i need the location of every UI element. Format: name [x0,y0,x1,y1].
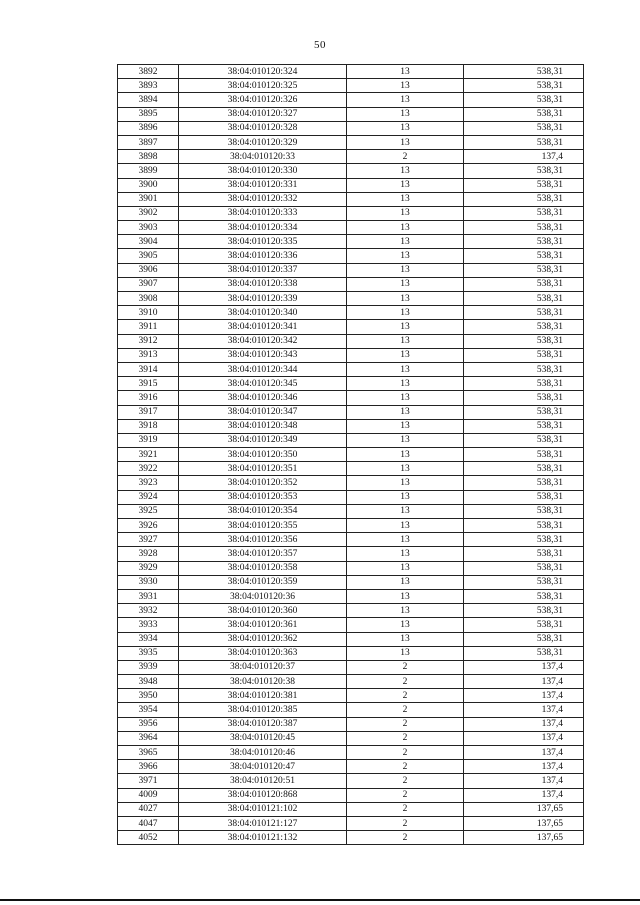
value-cell: 538,31 [464,589,584,603]
value-cell: 538,31 [464,135,584,149]
row-number-cell: 3906 [118,263,179,277]
cadastral-number-cell: 38:04:010120:328 [179,121,347,135]
quantity-cell: 2 [347,660,464,674]
cadastral-number-cell: 38:04:010120:355 [179,519,347,533]
table-row [118,178,584,192]
cadastral-number-cell: 38:04:010120:332 [179,192,347,206]
table-row [118,135,584,149]
row-number-cell: 3911 [118,320,179,334]
table-row [118,816,584,830]
quantity-cell: 13 [347,632,464,646]
value-cell: 538,31 [464,405,584,419]
quantity-cell: 13 [347,306,464,320]
quantity-cell: 13 [347,65,464,79]
table-row [118,164,584,178]
row-number-cell: 3922 [118,462,179,476]
cadastral-number-cell: 38:04:010120:361 [179,618,347,632]
row-number-cell: 3929 [118,561,179,575]
row-number-cell: 3895 [118,107,179,121]
value-cell: 538,31 [464,249,584,263]
cadastral-number-cell: 38:04:010121:132 [179,831,347,845]
value-cell: 137,4 [464,660,584,674]
row-number-cell: 4009 [118,788,179,802]
cadastral-number-cell: 38:04:010120:342 [179,334,347,348]
cadastral-number-cell: 38:04:010120:336 [179,249,347,263]
quantity-cell: 13 [347,292,464,306]
cadastral-number-cell: 38:04:010120:38 [179,675,347,689]
quantity-cell: 13 [347,476,464,490]
value-cell: 137,4 [464,675,584,689]
row-number-cell: 3924 [118,490,179,504]
value-cell: 538,31 [464,462,584,476]
cadastral-number-cell: 38:04:010120:387 [179,717,347,731]
value-cell: 137,4 [464,689,584,703]
quantity-cell: 13 [347,362,464,376]
row-number-cell: 3925 [118,504,179,518]
row-number-cell: 3912 [118,334,179,348]
quantity-cell: 2 [347,150,464,164]
table-row [118,292,584,306]
table-row [118,150,584,164]
row-number-cell: 3907 [118,277,179,291]
table-row [118,519,584,533]
row-number-cell: 3913 [118,348,179,362]
value-cell: 538,31 [464,448,584,462]
table-row [118,675,584,689]
row-number-cell: 3915 [118,377,179,391]
table-row [118,504,584,518]
value-cell: 538,31 [464,632,584,646]
value-cell: 538,31 [464,348,584,362]
table-row [118,235,584,249]
row-number-cell: 3950 [118,689,179,703]
value-cell: 538,31 [464,490,584,504]
cadastral-number-cell: 38:04:010120:351 [179,462,347,476]
row-number-cell: 3948 [118,675,179,689]
table-row [118,703,584,717]
row-number-cell: 3965 [118,746,179,760]
value-cell: 538,31 [464,533,584,547]
cadastral-number-cell: 38:04:010120:385 [179,703,347,717]
value-cell: 137,4 [464,760,584,774]
quantity-cell: 2 [347,689,464,703]
table-row [118,377,584,391]
value-cell: 538,31 [464,221,584,235]
value-cell: 137,4 [464,717,584,731]
page-number: 50 [314,39,326,51]
row-number-cell: 3902 [118,206,179,220]
cadastral-number-cell: 38:04:010120:51 [179,774,347,788]
row-number-cell: 3932 [118,604,179,618]
value-cell: 538,31 [464,377,584,391]
value-cell: 538,31 [464,320,584,334]
quantity-cell: 2 [347,760,464,774]
cadastral-number-cell: 38:04:010120:343 [179,348,347,362]
cadastral-number-cell: 38:04:010120:354 [179,504,347,518]
table-body [118,65,584,845]
quantity-cell: 13 [347,121,464,135]
row-number-cell: 3921 [118,448,179,462]
table-row [118,490,584,504]
quantity-cell: 13 [347,490,464,504]
value-cell: 538,31 [464,178,584,192]
row-number-cell: 3893 [118,79,179,93]
quantity-cell: 13 [347,221,464,235]
row-number-cell: 3896 [118,121,179,135]
value-cell: 538,31 [464,419,584,433]
value-cell: 137,4 [464,731,584,745]
quantity-cell: 13 [347,575,464,589]
table-row [118,746,584,760]
row-number-cell: 3954 [118,703,179,717]
quantity-cell: 13 [347,561,464,575]
cadastral-number-cell: 38:04:010120:360 [179,604,347,618]
value-cell: 538,31 [464,121,584,135]
value-cell: 538,31 [464,618,584,632]
quantity-cell: 2 [347,746,464,760]
value-cell: 538,31 [464,277,584,291]
quantity-cell: 13 [347,164,464,178]
quantity-cell: 2 [347,774,464,788]
row-number-cell: 3939 [118,660,179,674]
cadastral-number-cell: 38:04:010120:359 [179,575,347,589]
table-row [118,689,584,703]
quantity-cell: 13 [347,419,464,433]
row-number-cell: 3966 [118,760,179,774]
table-row [118,334,584,348]
row-number-cell: 3935 [118,646,179,660]
cadastral-number-cell: 38:04:010120:45 [179,731,347,745]
quantity-cell: 13 [347,604,464,618]
cadastral-number-cell: 38:04:010120:356 [179,533,347,547]
quantity-cell: 13 [347,405,464,419]
row-number-cell: 3916 [118,391,179,405]
cadastral-number-cell: 38:04:010120:357 [179,547,347,561]
table-row [118,249,584,263]
row-number-cell: 3914 [118,362,179,376]
value-cell: 538,31 [464,263,584,277]
cadastral-number-cell: 38:04:010120:325 [179,79,347,93]
quantity-cell: 13 [347,504,464,518]
quantity-cell: 13 [347,547,464,561]
cadastral-number-cell: 38:04:010120:352 [179,476,347,490]
cadastral-number-cell: 38:04:010120:349 [179,433,347,447]
row-number-cell: 3917 [118,405,179,419]
value-cell: 538,31 [464,192,584,206]
table-row [118,362,584,376]
table-row [118,575,584,589]
table-row [118,221,584,235]
table-row [118,618,584,632]
value-cell: 538,31 [464,604,584,618]
table-row [118,405,584,419]
quantity-cell: 13 [347,107,464,121]
cadastral-number-cell: 38:04:010120:347 [179,405,347,419]
row-number-cell: 3923 [118,476,179,490]
cadastral-number-cell: 38:04:010120:345 [179,377,347,391]
row-number-cell: 3933 [118,618,179,632]
row-number-cell: 3964 [118,731,179,745]
table-row [118,306,584,320]
table-row [118,206,584,220]
register-table [117,64,584,845]
table-row [118,79,584,93]
cadastral-number-cell: 38:04:010120:340 [179,306,347,320]
row-number-cell: 3908 [118,292,179,306]
table-row [118,604,584,618]
table-row [118,121,584,135]
row-number-cell: 3901 [118,192,179,206]
cadastral-number-cell: 38:04:010120:346 [179,391,347,405]
value-cell: 538,31 [464,561,584,575]
row-number-cell: 3919 [118,433,179,447]
value-cell: 137,4 [464,150,584,164]
cadastral-number-cell: 38:04:010120:381 [179,689,347,703]
cadastral-number-cell: 38:04:010120:47 [179,760,347,774]
table-row [118,277,584,291]
table-row [118,65,584,79]
cadastral-number-cell: 38:04:010120:363 [179,646,347,660]
value-cell: 137,65 [464,831,584,845]
quantity-cell: 13 [347,320,464,334]
quantity-cell: 2 [347,717,464,731]
row-number-cell: 3931 [118,589,179,603]
table-row [118,547,584,561]
cadastral-number-cell: 38:04:010120:341 [179,320,347,334]
row-number-cell: 3899 [118,164,179,178]
cadastral-number-cell: 38:04:010120:335 [179,235,347,249]
quantity-cell: 2 [347,831,464,845]
cadastral-number-cell: 38:04:010120:333 [179,206,347,220]
row-number-cell: 3926 [118,519,179,533]
cadastral-number-cell: 38:04:010120:33 [179,150,347,164]
row-number-cell: 3905 [118,249,179,263]
value-cell: 137,65 [464,816,584,830]
row-number-cell: 3934 [118,632,179,646]
quantity-cell: 13 [347,462,464,476]
row-number-cell: 4047 [118,816,179,830]
cadastral-number-cell: 38:04:010120:331 [179,178,347,192]
quantity-cell: 13 [347,263,464,277]
value-cell: 538,31 [464,306,584,320]
cadastral-number-cell: 38:04:010120:326 [179,93,347,107]
quantity-cell: 13 [347,79,464,93]
row-number-cell: 3900 [118,178,179,192]
cadastral-number-cell: 38:04:010120:327 [179,107,347,121]
table-row [118,774,584,788]
row-number-cell: 3904 [118,235,179,249]
table-row [118,433,584,447]
table-row [118,632,584,646]
row-number-cell: 3897 [118,135,179,149]
quantity-cell: 13 [347,377,464,391]
row-number-cell: 3927 [118,533,179,547]
row-number-cell: 4052 [118,831,179,845]
table-row [118,348,584,362]
value-cell: 538,31 [464,164,584,178]
value-cell: 538,31 [464,107,584,121]
cadastral-number-cell: 38:04:010120:36 [179,589,347,603]
table-row [118,660,584,674]
quantity-cell: 2 [347,802,464,816]
cadastral-number-cell: 38:04:010120:868 [179,788,347,802]
table-row [118,462,584,476]
table-row [118,263,584,277]
row-number-cell: 3928 [118,547,179,561]
table-row [118,533,584,547]
cadastral-number-cell: 38:04:010120:339 [179,292,347,306]
cadastral-number-cell: 38:04:010121:127 [179,816,347,830]
cadastral-number-cell: 38:04:010120:330 [179,164,347,178]
value-cell: 538,31 [464,575,584,589]
table-row [118,646,584,660]
quantity-cell: 13 [347,277,464,291]
quantity-cell: 2 [347,731,464,745]
cadastral-number-cell: 38:04:010121:102 [179,802,347,816]
quantity-cell: 13 [347,334,464,348]
cadastral-number-cell: 38:04:010120:350 [179,448,347,462]
quantity-cell: 13 [347,646,464,660]
quantity-cell: 13 [347,192,464,206]
value-cell: 538,31 [464,235,584,249]
value-cell: 137,65 [464,802,584,816]
cadastral-number-cell: 38:04:010120:46 [179,746,347,760]
cadastral-number-cell: 38:04:010120:334 [179,221,347,235]
value-cell: 538,31 [464,79,584,93]
row-number-cell: 4027 [118,802,179,816]
table-row [118,192,584,206]
quantity-cell: 13 [347,135,464,149]
bottom-rule [0,899,640,901]
cadastral-number-cell: 38:04:010120:337 [179,263,347,277]
cadastral-number-cell: 38:04:010120:358 [179,561,347,575]
value-cell: 538,31 [464,362,584,376]
quantity-cell: 2 [347,788,464,802]
table-row [118,589,584,603]
value-cell: 538,31 [464,391,584,405]
table-row [118,561,584,575]
cadastral-number-cell: 38:04:010120:344 [179,362,347,376]
table-row [118,760,584,774]
cadastral-number-cell: 38:04:010120:353 [179,490,347,504]
quantity-cell: 13 [347,618,464,632]
quantity-cell: 13 [347,206,464,220]
table-row [118,107,584,121]
table-row [118,448,584,462]
cadastral-number-cell: 38:04:010120:348 [179,419,347,433]
value-cell: 538,31 [464,65,584,79]
value-cell: 538,31 [464,476,584,490]
table-row [118,788,584,802]
quantity-cell: 2 [347,816,464,830]
quantity-cell: 13 [347,433,464,447]
table-row [118,93,584,107]
quantity-cell: 13 [347,93,464,107]
quantity-cell: 2 [347,675,464,689]
table-row [118,391,584,405]
value-cell: 137,4 [464,703,584,717]
table-row [118,831,584,845]
cadastral-number-cell: 38:04:010120:37 [179,660,347,674]
row-number-cell: 3892 [118,65,179,79]
row-number-cell: 3910 [118,306,179,320]
table-row [118,419,584,433]
value-cell: 538,31 [464,504,584,518]
cadastral-number-cell: 38:04:010120:338 [179,277,347,291]
value-cell: 538,31 [464,646,584,660]
value-cell: 538,31 [464,334,584,348]
quantity-cell: 13 [347,448,464,462]
quantity-cell: 13 [347,589,464,603]
quantity-cell: 13 [347,348,464,362]
table-row [118,717,584,731]
table-row [118,476,584,490]
table-row [118,802,584,816]
quantity-cell: 13 [347,249,464,263]
quantity-cell: 13 [347,235,464,249]
quantity-cell: 13 [347,391,464,405]
row-number-cell: 3898 [118,150,179,164]
row-number-cell: 3971 [118,774,179,788]
value-cell: 137,4 [464,774,584,788]
row-number-cell: 3903 [118,221,179,235]
cadastral-number-cell: 38:04:010120:362 [179,632,347,646]
value-cell: 137,4 [464,746,584,760]
value-cell: 137,4 [464,788,584,802]
quantity-cell: 13 [347,533,464,547]
value-cell: 538,31 [464,433,584,447]
value-cell: 538,31 [464,93,584,107]
quantity-cell: 13 [347,519,464,533]
value-cell: 538,31 [464,547,584,561]
table-row [118,731,584,745]
value-cell: 538,31 [464,206,584,220]
cadastral-number-cell: 38:04:010120:329 [179,135,347,149]
value-cell: 538,31 [464,519,584,533]
value-cell: 538,31 [464,292,584,306]
row-number-cell: 3930 [118,575,179,589]
row-number-cell: 3918 [118,419,179,433]
row-number-cell: 3956 [118,717,179,731]
table-row [118,320,584,334]
quantity-cell: 13 [347,178,464,192]
quantity-cell: 2 [347,703,464,717]
cadastral-number-cell: 38:04:010120:324 [179,65,347,79]
row-number-cell: 3894 [118,93,179,107]
